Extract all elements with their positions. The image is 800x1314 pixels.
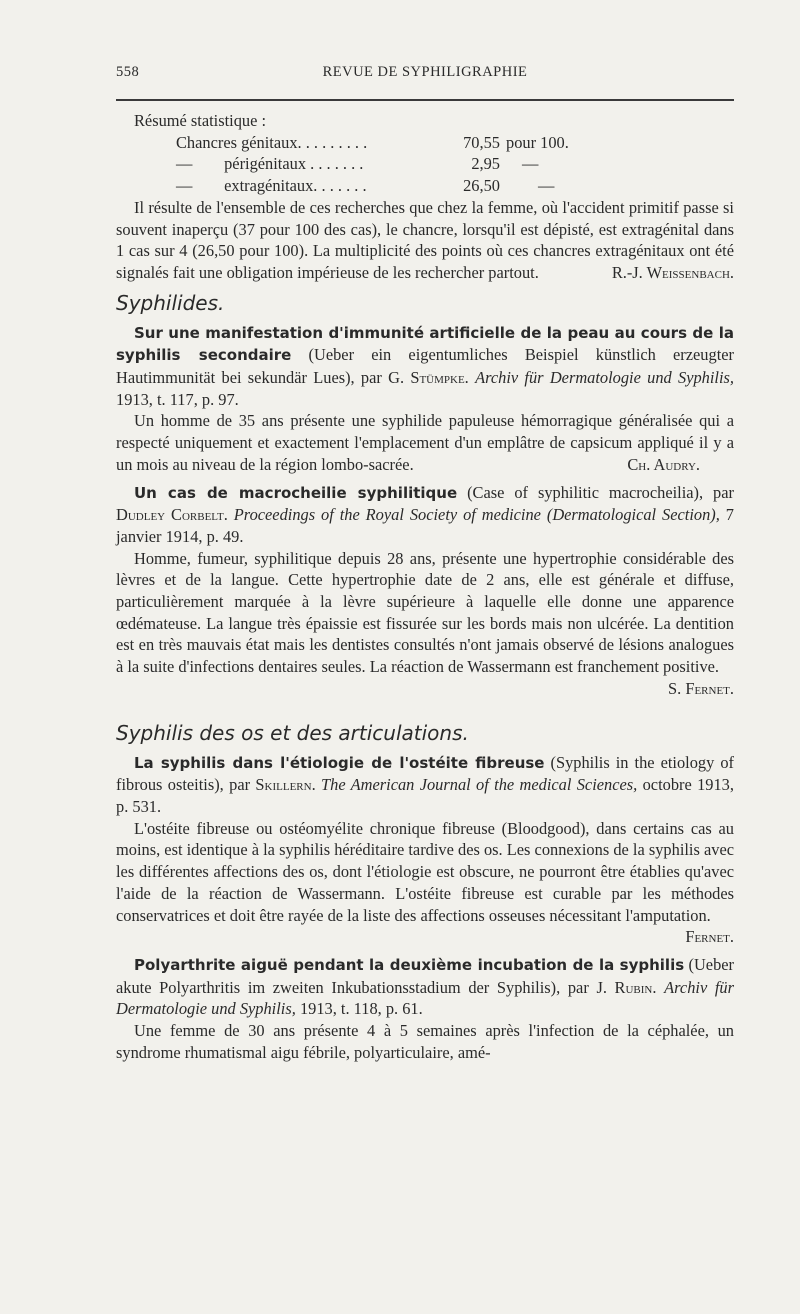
stat-label: Chancres génitaux. . . . . . . . . bbox=[176, 132, 368, 152]
article-author: Skillern. bbox=[255, 775, 316, 795]
article-citation: Polyarthrite aiguë pendant la deuxième incubation de la syphilis (Ueber akute Polyarthritis im zweiten Inkubationsstadium der Syphilis), par J. Rubin. Archiv für Dermatologie und Syphilis, 1913, t. 118, p. 61. bbox=[116, 954, 734, 1019]
stat-row bbox=[116, 153, 734, 175]
article bbox=[116, 482, 734, 700]
stat-unit: — bbox=[522, 154, 539, 174]
article-journal: Proceedings of the Royal Society of medicine (Dermatological Section), bbox=[233, 505, 720, 525]
summary-stats bbox=[116, 110, 734, 197]
header-rule bbox=[116, 99, 734, 101]
stat-row bbox=[116, 175, 734, 197]
article-body: Homme, fumeur, syphilitique depuis 28 ans, présente une hypertrophie considérable des lèvres et de la langue. Cette hypertrophie date de 2 ans, elle est générale et diffuse, particulièrement marquée à la lèvre supérieure à laquelle elle donne une apparence œdémateuse. La langue très épaissie est fissurée sur les bords mais non ulcérée. La dentition est en très mauvais état mais les dentistes consultés n'ont jamais observé de lésions analogues à la suite d'infections dentaires seules. La réaction de Wassermann est franchement positive. S. Fernet. bbox=[116, 548, 734, 698]
section-title: Syphilides. bbox=[116, 290, 225, 315]
article-body: Un homme de 35 ans présente une syphilide papuleuse hémorragique généralisée qui a respecté uniquement et exactement l'emplacement d'un emplâtre de capsicum appliqué il y a un mois au niveau de la région lombo-sacrée. Ch. Audry. bbox=[116, 411, 734, 474]
stat-value: 2,95 bbox=[471, 154, 500, 174]
article-citation: La syphilis dans l'étiologie de l'ostéite fibreuse (Syphilis in the etiology of fibrous osteitis), par Skillern. The American Journal of the medical Sciences, octobre 1913, p. 531. bbox=[116, 752, 734, 816]
stat-unit: pour 100. bbox=[506, 132, 569, 152]
section-title: Syphilis des os et des articulations. bbox=[116, 720, 469, 745]
page-body bbox=[116, 110, 734, 1063]
article-title: Un cas de macrocheilie syphilitique bbox=[134, 483, 458, 502]
summary-paragraph: Il résulte de l'ensemble de ces recherches que chez la femme, où l'accident primitif passe si souvent inaperçu (37 pour 100 des cas), le chancre, lorsqu'il est dépisté, est extragénital dans 1 cas sur 4 (26,50 pour 100). La multiplicité des points où ces chancres extragénitaux ont été signalés fait une obligation impérieuse de les rechercher partout. R.-J. Weissenbach. bbox=[116, 197, 734, 282]
article-journal: Archiv für Dermatologie und Syphilis, bbox=[475, 368, 734, 388]
article-journal: Archiv für Dermatologie und Syphilis, bbox=[116, 977, 734, 1019]
article-citation: Sur une manifestation d'immunité artificielle de la peau au cours de la syphilis secondaire (Ueber ein eigentumliches Beispiel künstlich erzeugter Hautimmunität bei sekundär Lues), par G. Stümpke. Archiv für Dermatologie und Syphilis, 1913, t. 117, p. 97. bbox=[116, 323, 734, 409]
stat-label: extragénitaux. . . . . . . bbox=[224, 176, 367, 196]
signature: S. Fernet. bbox=[668, 678, 734, 698]
article-author: Dudley Corbelt. bbox=[116, 505, 228, 525]
article-title: La syphilis dans l'étiologie de l'ostéite fibreuse bbox=[134, 753, 545, 772]
stat-dash: — bbox=[176, 154, 193, 174]
stat-dash: — bbox=[176, 176, 193, 196]
article bbox=[116, 752, 734, 948]
article-title: Polyarthrite aiguë pendant la deuxième incubation de la syphilis bbox=[134, 955, 685, 974]
signature: Fernet. bbox=[685, 927, 734, 947]
running-header bbox=[116, 64, 734, 88]
stat-unit: — bbox=[538, 176, 555, 196]
summary-heading: Résumé statistique : bbox=[134, 111, 267, 130]
article-body: L'ostéite fibreuse ou ostéomyélite chronique fibreuse (Bloodgood), dans certains cas au moins, est identique à la syphilis héréditaire tardive des os. Les connexions de la syphilis avec les différentes affections des os, dont l'étiologie est obscure, ne pourront être établies qu'avec l'aide de la réaction de Wassermann. L'ostéite fibreuse est curable par les méthodes conservatrices et doit être rayée de la liste des affections osseuses nécessitant l'amputation. Fernet. bbox=[116, 818, 734, 947]
article bbox=[116, 954, 734, 1064]
signature: Ch. Audry. bbox=[627, 454, 700, 474]
page-number: 558 bbox=[116, 64, 140, 80]
stat-value: 26,50 bbox=[463, 176, 500, 196]
journal-title: REVUE DE SYPHILIGRAPHIE bbox=[322, 64, 528, 80]
stat-label: périgénitaux . . . . . . . bbox=[224, 154, 364, 174]
article-journal: The American Journal of the medical Sciences, bbox=[321, 775, 638, 795]
article-body: Une femme de 30 ans présente 4 à 5 semaines après l'infection de la céphalée, un syndrome rhumatismal aigu fébrile, polyarticulaire, amé- bbox=[116, 1021, 734, 1062]
article-title: Sur une manifestation d'immunité artificielle de la peau au cours de la syphilis secondaire bbox=[116, 323, 734, 365]
article-citation: Un cas de macrocheilie syphilitique (Case of syphilitic macrocheilia), par Dudley Corbelt. Proceedings of the Royal Society of medicine (Dermatological Section), 7 janvier 1914, p. 49. bbox=[116, 482, 734, 546]
stat-value: 70,55 bbox=[463, 132, 500, 152]
article-author: J. Rubin. bbox=[596, 977, 657, 997]
article-author: G. Stümpke. bbox=[388, 368, 469, 388]
article bbox=[116, 322, 734, 476]
signature: R.-J. Weissenbach. bbox=[611, 262, 734, 282]
stat-row bbox=[116, 132, 734, 154]
